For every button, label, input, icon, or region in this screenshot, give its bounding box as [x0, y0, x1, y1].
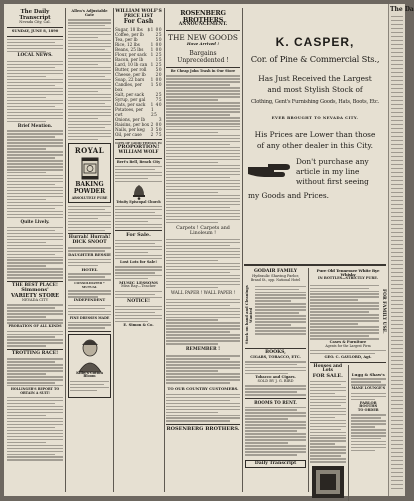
wolf-price-list-head: WILLIAM WOLF'S — [115, 9, 162, 14]
gate-head: Allen's Adjustable Gate — [71, 9, 108, 17]
godair-address: Brand St., opp. National Hotel — [250, 277, 301, 282]
dresses-head: FINE DRESSES MADE — [69, 315, 110, 320]
price-item: Oil, per case — [115, 131, 142, 137]
price-item: Butter, per roll — [115, 66, 147, 72]
sold-by: SOLD BY J. G. BIRD — [257, 378, 294, 383]
independent-head: INDEPENDENT — [73, 298, 106, 303]
price-row — [115, 132, 162, 137]
bench-city-head: Bert's Bell, Bench City — [116, 159, 161, 164]
price-value: 1 00 — [150, 76, 162, 82]
casper-bottom-rule — [244, 264, 386, 266]
lady-portrait-icon — [71, 336, 109, 372]
price-item: Bacon, per lb — [115, 56, 144, 62]
daughter-bessie: DAUGHTER BESSIE — [68, 252, 111, 258]
price-item: Salt, per sack — [115, 91, 145, 97]
casper-article: article in my line — [296, 166, 360, 176]
price-value: 1 00 — [150, 41, 162, 47]
price-item: Lard, 10 lb can — [115, 61, 148, 67]
hotel-head: HOTEL — [81, 266, 98, 272]
price-list — [115, 27, 162, 137]
pointing-hand-icon — [246, 161, 292, 181]
for-sale-head: For Sale. — [126, 232, 151, 239]
kilby-label: Kilby's Cotton Bloom — [76, 370, 103, 379]
quite-lively-head: Quite Lively. — [20, 219, 50, 225]
casper-ad — [244, 8, 386, 266]
kilby-ad — [68, 334, 111, 398]
local-news-head: LOCAL NEWS. — [17, 53, 53, 59]
trotting-race-head: TROTTING RACE! — [11, 350, 59, 356]
price-item: Candles, per box — [115, 81, 142, 92]
price-item: Sugar, 18 lbs — [115, 26, 143, 32]
price-item: Potatoes, per cwt — [115, 106, 144, 117]
casper-without: without first seeing — [296, 176, 369, 186]
casper-ever: EVER BROUGHT TO NEVADA CITY. — [271, 115, 359, 121]
price-item: Syrup, per gal — [115, 96, 146, 102]
notice-head: HOLLINGER'S REPORT TO OBTAIN A SUIT! — [10, 387, 60, 395]
remember-head: REMEMBER ! — [185, 346, 221, 352]
baking-label: BAKING — [75, 180, 104, 188]
hurrah-head: Hurrah! Hurrah! — [68, 235, 111, 241]
price-item: Flour, per sack — [115, 51, 147, 57]
casper-prices: His Prices are Lower than those — [254, 130, 376, 140]
wolf-signature: WILLIAM WOLF — [118, 150, 159, 156]
royal-baking-powder-ad — [68, 143, 111, 203]
price-item: Raisins, per box — [115, 121, 150, 127]
price-item: Nails, per keg — [115, 126, 145, 132]
price-value: 20 — [155, 71, 162, 77]
books-head: BOOKS, — [265, 349, 286, 355]
family-use-side: FOR FAMILY USE. — [381, 288, 386, 334]
simon-signature: E. Simon & Co. — [123, 322, 154, 327]
column-7 — [310, 268, 386, 492]
rooms-head: ROOMS TO RENT. — [254, 399, 297, 405]
price-value: 3 50 — [150, 126, 162, 132]
carpets-head: Carpets ! Carpets and Linoleum ! — [176, 225, 230, 237]
consolidated-head: CONSOLIDATED * MUTUAL — [74, 281, 105, 289]
tobacco-head: Tobacco and Cigars. — [255, 375, 296, 380]
have-arrived: Have Arrived ! — [186, 41, 220, 47]
godair-head: GODAIR FAMILY — [253, 269, 298, 274]
trinity-church-head: Trinity Episcopal Church — [116, 199, 161, 204]
price-item: Oats, per sack — [115, 101, 146, 107]
variety-store: VARIETY STORE — [10, 292, 60, 299]
powder-label: POWDER — [73, 187, 106, 195]
casper-stylish: and most Stylish Stock of — [267, 85, 363, 95]
price-value: 1 50 — [150, 81, 163, 87]
column-4 — [166, 8, 240, 492]
lost-lots-head: Lost Lots for Sale! — [120, 259, 157, 264]
price-item: Rice, 12 lbs — [115, 41, 140, 47]
bargains-head: Bargains Unprecedented ! — [177, 50, 229, 64]
rosenberg-footer: ROSENBERG BROTHERS. — [166, 425, 240, 432]
price-value: 1 25 — [150, 106, 158, 117]
column-2 — [68, 8, 111, 492]
daily-transcript-label: Daily Transcript — [254, 460, 297, 466]
best-place-head: THE BEST PLACE! — [12, 282, 58, 288]
price-value: 25 — [155, 91, 162, 97]
new-goods-head: THE NEW GOODS — [168, 33, 238, 43]
newspaper-page — [4, 4, 388, 496]
price-value: 2 75 — [150, 131, 162, 137]
royal-label: ROYAL — [74, 145, 105, 155]
rosenberg-head: ROSENBERG BROTHERS — [180, 9, 226, 24]
notice-head-c3: NOTICE! — [127, 298, 150, 304]
price-row — [115, 107, 162, 117]
price-value: 50 — [155, 66, 162, 72]
price-value: 25 — [155, 31, 162, 37]
simmons-name: Simmons' — [21, 287, 49, 294]
price-value: 1 40 — [150, 101, 162, 107]
to-order-head: TO ORDER — [357, 408, 379, 413]
brief-mention-head: Brief Mention. — [17, 122, 53, 128]
price-item: Onions, per lb — [115, 116, 146, 122]
godair-sub: Hydraulic Shaving Parlor, — [252, 273, 299, 278]
column-1 — [7, 8, 63, 492]
church-bell-icon — [131, 184, 147, 200]
price-value: 1 25 — [150, 61, 162, 67]
stock-side-notice: Stock on hand and Cleanings Wanted — [245, 285, 253, 345]
price-item: Beans, 25 lbs — [115, 46, 144, 52]
price-value: 75 — [155, 96, 162, 102]
proportion-head: PROPORTION! — [117, 143, 160, 150]
variety-store-town: NEVADA CITY — [21, 298, 49, 303]
masthead-sub: Nevada City, Cal. — [19, 20, 51, 25]
casper-name: K. CASPER, — [275, 35, 355, 49]
daily-transcript-box — [245, 460, 306, 469]
price-value: 1 25 — [150, 51, 162, 57]
next-page-edge — [388, 4, 414, 496]
lugg-shaw-head: Lugg & Shaw's — [351, 371, 385, 377]
mane-lounge-head: MANE LOUNGE'S — [351, 386, 386, 391]
price-row — [115, 82, 162, 92]
price-value: 2 00 — [150, 121, 162, 127]
price-value: 15 — [155, 56, 162, 62]
houses-lots-head: Houses and Lots — [313, 363, 343, 374]
next-page-masthead: The Da — [390, 6, 414, 13]
houses-for-sale: FOR SALE. — [312, 372, 343, 379]
probation-head: PROBATION OF ALL KINDS — [8, 324, 62, 329]
dick-snoot: DICK SNOOT — [72, 239, 107, 245]
price-item: Soap, 22 bars — [115, 76, 145, 82]
price-value: 50 — [155, 36, 162, 42]
casper-my-goods: my Goods and Prices. — [248, 190, 329, 200]
price-item: Tea, per lb — [115, 36, 138, 42]
casper-corner: Cor. of Pine & Commercial Sts., — [250, 53, 380, 64]
tomb-advert-icon — [311, 465, 345, 499]
price-list-sub: PRICE LIST — [124, 13, 153, 19]
cigars-head: CIGARS, TOBACCO, ETC. — [250, 354, 301, 359]
wall-paper-head: WALL PAPER ! WALL PAPER ! — [170, 290, 236, 296]
gaylord-agent: GEO. C. GAYLORD, Agt. — [324, 354, 372, 359]
parlor-booths-head: PARLOR BOOTHS — [359, 400, 378, 409]
casper-has-received: Has Just Received the Largest — [258, 74, 372, 84]
column-3 — [115, 8, 162, 492]
casper-stock: Clothing, Gent's Furnishing Goods, Hats, Boots, Etc. — [250, 98, 380, 105]
cases-head: Cases & Furniture — [329, 340, 367, 345]
baking-powder-can-icon — [79, 156, 101, 180]
country-customers-head: TO OUR COUNTRY CUSTOMERS. — [167, 385, 239, 391]
price-item: Cheese, per lb — [115, 71, 146, 77]
column-6 — [245, 268, 306, 492]
cases-agents: Agents for the Largest Firm — [325, 344, 371, 348]
absolutely-pure: ABSOLUTELY PURE — [71, 195, 108, 200]
masthead: The Daily Transcript — [19, 9, 51, 21]
whisky-bottles: IN BOTTLES—STRICTLY PURE. — [318, 276, 378, 281]
price-item: Coffee, per lb — [115, 31, 144, 37]
cheap-john-head: Be Cheap John Trash in Our Store — [170, 68, 236, 73]
issue-date: SUNDAY, JUNE 8, 1890 — [11, 29, 59, 34]
price-value: $1 00 — [147, 26, 162, 32]
music-teacher: Miss Ray—Teacher — [121, 284, 156, 289]
price-value: 1 00 — [150, 46, 162, 52]
music-lessons-head: MUSIC LESSONS — [119, 280, 158, 286]
whisky-head: Pure Old Tennessee White Rye Whisky — [316, 268, 380, 278]
good-things-head: LOTS OF GOOD THINGS IN — [115, 140, 162, 145]
casper-other-dealer: of any other dealer in this City. — [256, 141, 374, 151]
for-cash: For Cash — [123, 18, 154, 26]
casper-dont: Don't purchase any — [296, 156, 369, 166]
announcement-head: ANNOUNCEMENT. — [178, 22, 228, 28]
price-value: 3 — [158, 116, 162, 122]
